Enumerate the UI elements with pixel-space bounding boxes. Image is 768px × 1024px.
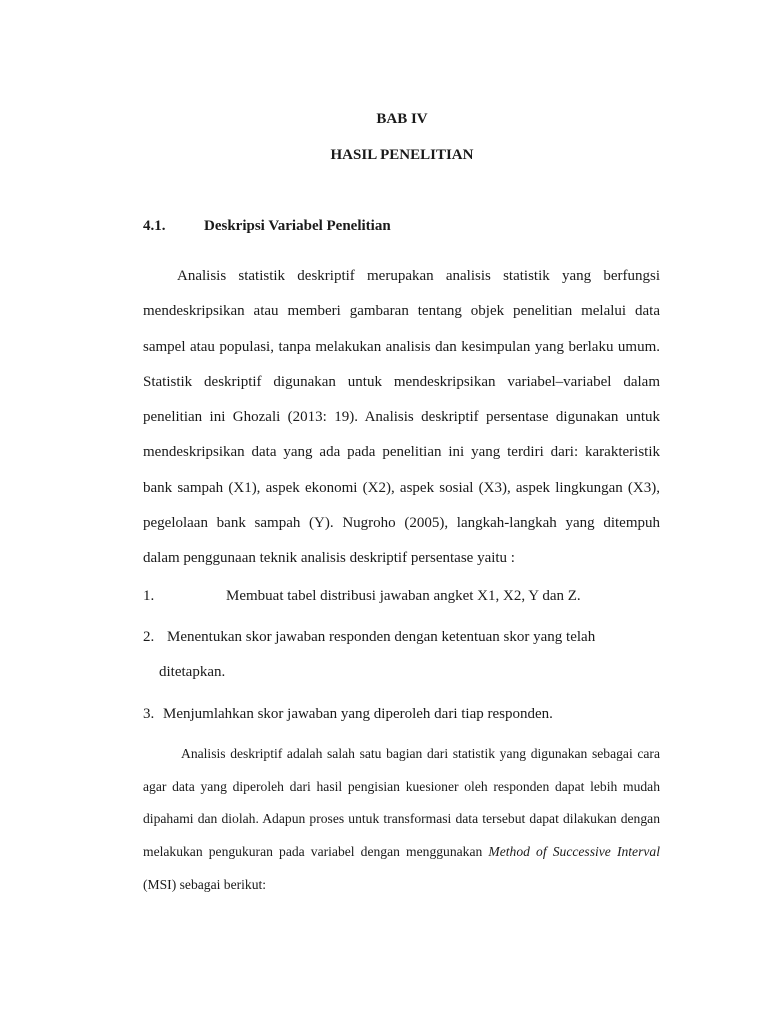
chapter-number: BAB IV xyxy=(376,111,428,127)
step-number: 2. xyxy=(143,629,155,645)
step-text: Membuat tabel distribusi jawaban angket X1, X2, Y dan Z. xyxy=(226,588,581,604)
paragraph-msi xyxy=(143,738,660,902)
paragraph-description: Analisis statistik deskriptif merupakan analisis statistik yang berfungsi mendeskripsikan atau memberi gambaran tentang objek penelitian melalui data sampel atau populasi, tanpa melakukan analisis dan kesimpulan yang berlaku umum. Statistik deskriptif digunakan untuk mendeskripsikan variabel–variabel dalam penelitian ini Ghozali (2013: 19). Analisis deskriptif persentase digunakan untuk mendeskripsikan data yang ada pada penelitian ini yang terdiri dari: karakteristik bank sampah (X1), aspek ekonomi (X2), aspek sosial (X3), aspek lingkungan (X3), pegelolaan bank sampah (Y). Nugroho (2005), langkah-langkah yang ditempuh dalam penggunaan teknik analisis deskriptif persentase yaitu : xyxy=(143,268,660,567)
paragraph-msi-text-end: (MSI) sebagai berikut: xyxy=(143,876,267,892)
section-heading xyxy=(143,217,391,235)
list-item-step-3 xyxy=(143,705,660,723)
step-number: 3. xyxy=(143,706,155,722)
list-item-step-2 xyxy=(143,628,660,646)
section-number: 4.1. xyxy=(143,218,166,234)
step-number: 1. xyxy=(143,588,155,604)
step-text: Menentukan skor jawaban responden dengan ketentuan skor yang telah xyxy=(167,629,596,645)
method-name-italic: Method of Successive Interval xyxy=(488,844,660,860)
paragraph-msi-text: Analisis deskriptif adalah salah satu bagian dari statistik yang digunakan sebagai cara agar data yang diperoleh dari hasil pengisian kuesioner oleh responden dapat lebih mudah dipahami dan diolah. Adapun proses untuk transformasi data tersebut dapat dilakukan dengan melakukan pengukuran pada variabel dengan menggunakan xyxy=(143,746,660,860)
chapter-title: HASIL PENELITIAN xyxy=(330,147,474,163)
step-text-continuation: ditetapkan. xyxy=(159,664,226,680)
section-title: Deskripsi Variabel Penelitian xyxy=(204,218,391,234)
step-text: Menjumlahkan skor jawaban yang diperoleh dari tiap responden. xyxy=(163,706,553,722)
list-item-step-1 xyxy=(143,587,660,605)
